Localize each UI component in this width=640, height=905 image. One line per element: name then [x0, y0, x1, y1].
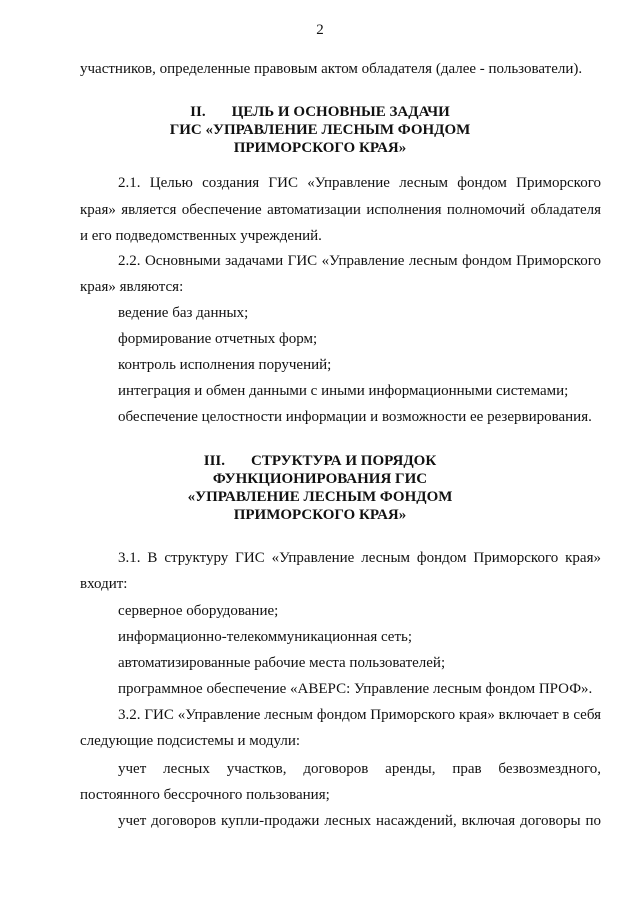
section2-title-line2: ГИС «УПРАВЛЕНИЕ ЛЕСНЫМ ФОНДОМ — [169, 122, 471, 138]
paragraph-3-2-item2-line1: учет договоров купли-продажи лесных насаждений, включая договоры по — [118, 813, 601, 829]
paragraph-2-2-line2: края» являются: — [80, 279, 184, 295]
section2-title-line3: ПРИМОРСКОГО КРАЯ» — [233, 140, 407, 156]
paragraph-3-2-item1-line2: постоянного бессрочного пользования; — [80, 787, 330, 803]
section3-title-line3: «УПРАВЛЕНИЕ ЛЕСНЫМ ФОНДОМ — [187, 489, 453, 505]
section2-title-line1: ЦЕЛЬ И ОСНОВНЫЕ ЗАДАЧИ — [231, 104, 450, 120]
section2-heading-line1 — [0, 103, 640, 121]
paragraph-2-2-line1: 2.2. Основными задачами ГИС «Управление лесным фондом Приморского — [118, 253, 601, 269]
section3-title-line2: ФУНКЦИОНИРОВАНИЯ ГИС — [212, 471, 428, 487]
list-item: обеспечение целостности информации и возможности ее резервирования. — [118, 409, 592, 425]
list-item: программное обеспечение «АВЕРС: Управление лесным фондом ПРОФ». — [118, 681, 593, 697]
paragraph-2-1-line3: и его подведомственных учреждений. — [80, 228, 322, 244]
intro-line: участников, определенные правовым актом обладателя (далее - пользователи). — [80, 61, 583, 77]
list-item: контроль исполнения поручений; — [118, 357, 332, 373]
list-item: формирование отчетных форм; — [118, 331, 318, 347]
paragraph-2-1-line1: 2.1. Целью создания ГИС «Управление лесным фондом Приморского — [118, 175, 601, 191]
paragraph-3-1-line2: входит: — [80, 576, 128, 592]
list-item: ведение баз данных; — [118, 305, 249, 321]
paragraph-2-1-line2: края» является обеспечение автоматизации исполнения полномочий обладателя — [80, 202, 601, 218]
paragraph-3-2-line2: следующие подсистемы и модули: — [80, 733, 301, 749]
section3-number: III. — [203, 453, 226, 469]
paragraph-3-2-line1: 3.2. ГИС «Управление лесным фондом Приморского края» включает в себя — [118, 707, 601, 723]
section3-title-line4: ПРИМОРСКОГО КРАЯ» — [233, 507, 407, 523]
section3-heading-line1 — [0, 452, 640, 470]
section3-title-line1: СТРУКТУРА И ПОРЯДОК — [251, 453, 437, 469]
list-item: интеграция и обмен данными с иными информационными системами; — [118, 383, 569, 399]
list-item: автоматизированные рабочие места пользователей; — [118, 655, 446, 671]
section2-number: II. — [190, 104, 206, 120]
list-item: информационно-телекоммуникационная сеть; — [118, 629, 413, 645]
list-item: серверное оборудование; — [118, 603, 279, 619]
page-number: 2 — [316, 22, 324, 38]
paragraph-3-1-line1: 3.1. В структуру ГИС «Управление лесным фондом Приморского края» — [118, 550, 601, 566]
paragraph-3-2-item1-line1: учет лесных участков, договоров аренды, прав безвозмездного, — [118, 761, 601, 777]
